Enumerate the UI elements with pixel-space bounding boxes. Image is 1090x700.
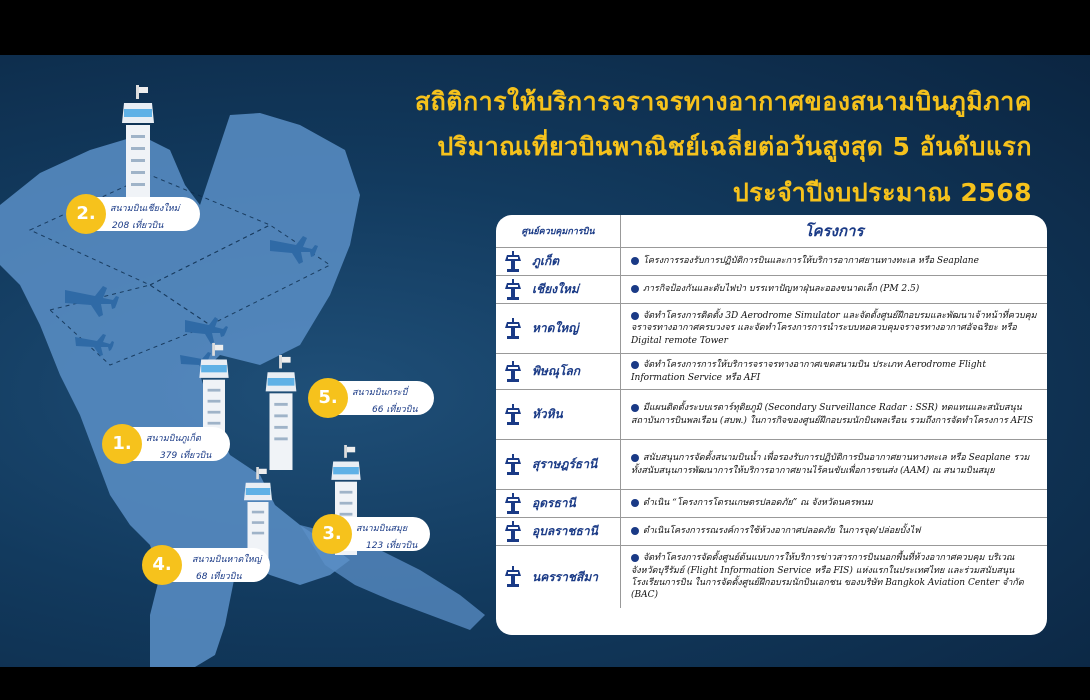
- center-cell: [502, 279, 614, 301]
- control-tower-icon: [502, 566, 524, 588]
- center-cell: [502, 454, 614, 476]
- control-tower-icon: [502, 404, 524, 426]
- airport-name: สนามบินภูเก็ต: [146, 434, 201, 444]
- bullet-icon: [631, 499, 639, 507]
- control-tower-icon: [502, 454, 524, 476]
- control-tower-icon: [261, 355, 301, 470]
- header-center: ศูนย์ควบคุมการบิน: [496, 215, 621, 248]
- control-tower-icon: [502, 361, 524, 383]
- rank-number: 5.: [308, 378, 348, 418]
- project-text: จัดทำโครงการการให้บริการจราจรทางอากาศเขตสนามบิน ประเภท Aerodrome Flight Information Service หรือ AFI: [631, 360, 986, 383]
- bullet-icon: [631, 285, 639, 293]
- table-row: [496, 518, 1047, 546]
- title-line-2: ปริมาณเที่ยวบินพาณิชย์เฉลี่ยต่อวันสูงสุด 5 อันดับแรก: [437, 132, 1032, 161]
- bullet-icon: [631, 527, 639, 535]
- rank-number: 2.: [66, 194, 106, 234]
- title-line-3: ประจำปีงบประมาณ 2568: [732, 178, 1032, 207]
- center-cell: [502, 361, 614, 383]
- center-name: หัวหิน: [532, 407, 563, 422]
- control-tower-icon: [118, 85, 158, 205]
- bullet-icon: [631, 257, 639, 265]
- table-row: [496, 276, 1047, 304]
- table-row: [496, 390, 1047, 440]
- rank-number: 1.: [102, 424, 142, 464]
- bullet-icon: [631, 404, 639, 412]
- infographic: [0, 55, 1090, 667]
- center-cell: [502, 404, 614, 426]
- rank-number: 3.: [312, 514, 352, 554]
- project-text: โครงการรองรับการปฏิบัติการบินและการให้บริการอากาศยานทางทะเล หรือ Seaplane: [643, 256, 979, 267]
- center-name: หาดใหญ่: [532, 321, 579, 336]
- center-cell: [502, 566, 614, 588]
- project-text: จัดทำโครงการจัดตั้งศูนย์ต้นแบบการให้บริการข่าวสารการบินนอกพื้นที่ห้วงอากาศควบคุม บริเวณจังหวัดบุรีรัมย์ (Flight Information Service หรือ FIS) แห่งแรกในประเทศไทย และร่วมสนับสนุนโรงเรียนการบิน ในการจัดตั้งศูนย์ฝึกอบรมนักบินเอกชน ของบริษัท Bangkok Aviation Center จำกัด (BAC): [631, 553, 1024, 600]
- control-tower-icon: [502, 521, 524, 543]
- center-name: นครราชสีมา: [532, 569, 598, 584]
- airport-flights: 123 เที่ยวบิน: [366, 541, 418, 551]
- airport-flights: 66 เที่ยวบิน: [372, 405, 418, 415]
- control-tower-icon: [502, 318, 524, 340]
- airport-name: สนามบินเชียงใหม่: [110, 204, 180, 214]
- center-name: อุบลราชธานี: [532, 524, 598, 539]
- projects-table: [496, 215, 1047, 635]
- center-name: อุดรธานี: [532, 496, 576, 511]
- center-cell: [502, 521, 614, 543]
- table-row: [496, 304, 1047, 354]
- bullet-icon: [631, 361, 639, 369]
- table-header-row: [496, 215, 1047, 248]
- center-cell: [502, 493, 614, 515]
- center-cell: [502, 318, 614, 340]
- bullet-icon: [631, 554, 639, 562]
- airport-name: สนามบินสมุย: [356, 524, 408, 534]
- control-tower-icon: [502, 251, 524, 273]
- project-text: ดำเนินโครงการรณรงค์การใช้ห้วงอากาศปลอดภัย ในการจุด/ปล่อยบั้งไฟ: [643, 526, 921, 537]
- project-text: จัดทำโครงการติดตั้ง 3D Aerodrome Simulator และจัดตั้งศูนย์ฝึกอบรมและพัฒนาเจ้าหน้าที่ควบคุมจราจรทางอากาศครบวงจร และจัดทำโครงการการนำระบบหอควบคุมจราจรทางอากาศอัจฉริยะ หรือ Digital remote Tower: [631, 311, 1037, 346]
- table-row: [496, 440, 1047, 490]
- bullet-icon: [631, 312, 639, 320]
- airport-flights: 379 เที่ยวบิน: [160, 451, 212, 461]
- rank-number: 4.: [142, 545, 182, 585]
- airport-name: สนามบินกระบี่: [352, 388, 408, 398]
- airport-flights: 208 เที่ยวบิน: [112, 221, 164, 231]
- center-name: พิษณุโลก: [532, 364, 581, 379]
- project-text: ภารกิจป้องกันและดับไฟป่า บรรเทาปัญหาฝุ่นละอองขนาดเล็ก (PM 2.5): [643, 284, 920, 295]
- control-tower-icon: [502, 279, 524, 301]
- table-row: [496, 354, 1047, 390]
- table-row: [496, 248, 1047, 276]
- center-name: เชียงใหม่: [532, 282, 579, 297]
- project-text: ดำเนิน “โครงการโดรนเกษตรปลอดภัย” ณ จังหวัดนครพนม: [643, 498, 873, 509]
- airport-name: สนามบินหาดใหญ่: [192, 555, 262, 565]
- project-text: มีแผนติดตั้งระบบเรดาร์ทุติยภูมิ (Secondary Surveillance Radar : SSR) ทดแทนและสนับสนุนสถาบันการบินพลเรือน (สบพ.) ในการกิจของศูนย์ฝึกอบรมนักบินพลเรือน รวมถึงการจัดทำโครงการ AFIS: [631, 403, 1034, 426]
- header-project: โครงการ: [621, 215, 1048, 248]
- center-cell: [502, 251, 614, 273]
- project-text: สนับสนุนการจัดตั้งสนามบินน้ำ เพื่อรองรับการปฏิบัติการบินอากาศยานทางทะเล หรือ Seaplane รวมทั้งสนับสนุนการพัฒนาการให้บริการอากาศยานไร้คนขับเพื่อการขนส่ง (AAM) ณ สนามบินสมุย: [631, 453, 1030, 476]
- airport-flights: 68 เที่ยวบิน: [196, 572, 242, 582]
- center-name: สุราษฎร์ธานี: [532, 457, 598, 472]
- control-tower-icon: [502, 493, 524, 515]
- table-row: [496, 490, 1047, 518]
- title-line-1: สถิติการให้บริการจราจรทางอากาศของสนามบินภูมิภาค: [414, 87, 1032, 116]
- table-row: [496, 546, 1047, 608]
- bullet-icon: [631, 454, 639, 462]
- center-name: ภูเก็ต: [532, 254, 560, 269]
